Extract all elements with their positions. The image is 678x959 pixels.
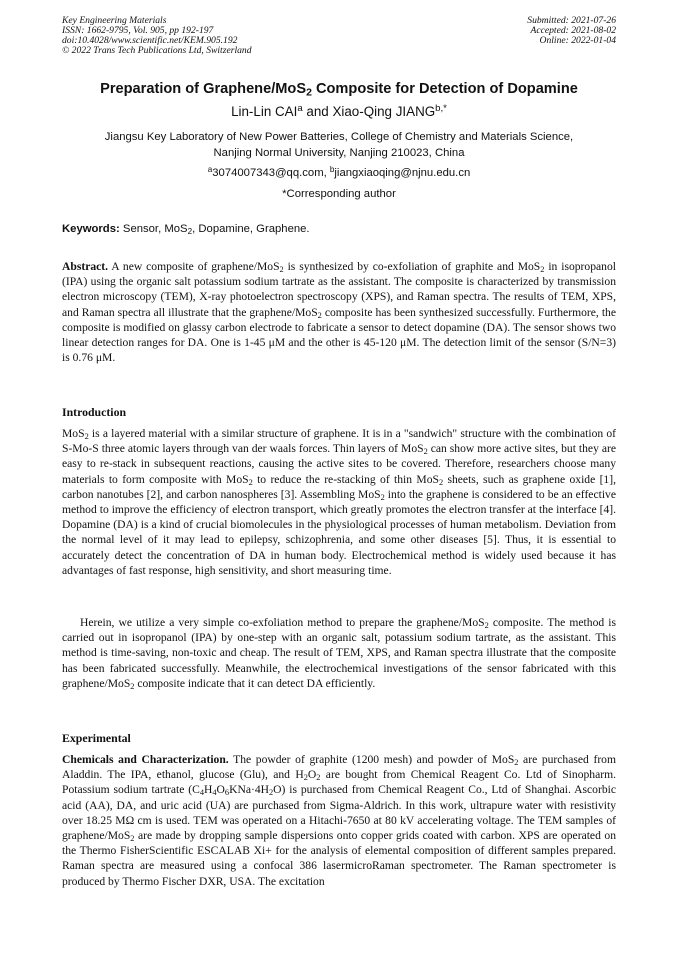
online-date: Online: 2022-01-04 [539, 35, 616, 46]
journal-copyright: © 2022 Trans Tech Publications Ltd, Switzerland [62, 45, 252, 56]
journal-name: Key Engineering Materials [62, 15, 167, 26]
abstract-label: Abstract. [62, 260, 109, 273]
journal-info [62, 16, 252, 56]
author-emails: $^a$3074007343@qq.com, $^b$jiangxiaoqing@njnu.edu.cn [207, 164, 471, 179]
paper-title: Preparation of Graphene/MoS$_2$ Composite for Detection of Dopamine [100, 81, 578, 99]
author-cai: Lin-Lin CAI [231, 104, 298, 119]
abstract-paragraph: Abstract. A new composite of graphene/MoS$_2$ is synthesized by co-exfoliation of graphite and MoS$_2$ in isopropanol (IPA) using the organic salt potassium sodium tartrate as the assistant. The composite is characterized by transmission electron microscopy (TEM), X-ray photoelectron spectroscopy (XPS), and Raman spectra. The results of TEM, XPS, and Raman spectra all illustrate that the graphene/MoS$_2$ composite has been synthesized successfully. Furthermore, the composite is modified on glassy carbon electrode to fabricate a sensor to detect dopamine (DA). The sensor shows two linear detection ranges for DA. One is 1-45 μM and the other is 45-120 μM. The detection limit of the sensor (S/N=3) is 0.76 μM. [62, 260, 616, 365]
accepted-date: Accepted: 2021-08-02 [530, 25, 616, 36]
authors: Lin-Lin CAI$^a$ and Xiao-Qing $JIANG^{b,*}$ [231, 103, 447, 119]
introduction-paragraph-2: Herein, we utilize a very simple co-exfoliation method to prepare the graphene/MoS$_2$ composite. The method is carried out in isopropanol (IPA) by one-step with an organic salt, potassium sodium tartrate, as the assistant. This method is time-saving, non-toxic and cheap. The result of TEM, XPS, and Raman spectra illustrate that the composite has been fabricated successfully. Meanwhile, the electrochemical investigations of the sensor fabricated with this graphene/MoS$_2$ composite indicate that it can detect DA efficiently. [62, 616, 616, 691]
article-dates [527, 16, 616, 46]
experimental-paragraph: Chemicals and Characterization. The powder of graphite (1200 mesh) and powder of MoS$_2$ are purchased from Aladdin. The IPA, ethanol, glucose (Glu), and $H_2O_2$ are bought from Chemical Reagent Co. Ltd of Sinopharm. Potassium sodium tartrate $(C_4H_4O_6KNa\cdot 4H_2O)$ is purchased from Chemical Reagent Co., Ltd of Shanghai. Ascorbic acid (AA), DA, and uric acid (UA) are purchased from Sigma-Aldrich. In this work, ultrapure water with resistivity over 18.25 MΩ cm is used. TEM was operated on a Hitachi-7650 at 80 kV accelerating voltage. The TEM samples of graphene/MoS$_2$ are made by dropping sample dispersions onto copper grids coated with carbon. XPS are operated on the Thermo FisherScientific ESCALAB Xi+ for the analysis of elemental composition of different samples prepared. Raman spectra are measured using a confocal 386 lasermicroRaman spectrometer. The Raman spectrometer is produced by Thermo Fischer DXR, USA. The excitation [62, 753, 617, 888]
keywords-label: Keywords: [62, 223, 120, 235]
author-jiang: and Xiao-Qing JIANG [302, 104, 436, 119]
introduction-heading: Introduction [62, 405, 127, 419]
submitted-date: Submitted: 2021-07-26 [527, 15, 616, 26]
introduction-paragraph-1: MoS$_2$ is a layered material with a similar structure of graphene. It is in a "sandwich" structure with the combination of S-Mo-S three atomic layers through van der waals forces. Thin layers of MoS$_2$ can show more active sites, but they are easy to re-stack in subsequent reactions, causing the active sites to be covered. Therefore, researchers choose many materials to form composite with MoS$_2$ to reduce the re-stacking of thin MoS$_2$ sheets, such as graphene oxide [1], carbon nanotubes [2], and carbon nanospheres [3]. Assembling MoS$_2$ into the graphene is considered to be an effective method to improve the efficiency of electron transport, which greatly promotes the electron transfer at the interface [4]. Dopamine (DA) is a kind of crucial biomolecules in the physiological processes of human metabolism. Deviation from the normal level of it may lead to epilepsy, schizophrenia, and some other diseases [5]. Thus, it is essential to accurately detect the concentration of DA in human body. Electrochemical method is widely used because it has advantages of fast response, high sensitivity, and short measuring time. [62, 427, 616, 577]
affiliation: Jiangsu Key Laboratory of New Power Batteries, College of Chemistry and Materials Science, Nanjing Normal University, Nanjing 210023, China [104, 131, 574, 159]
journal-issn: ISSN: 1662-9795, Vol. 905, pp 192-197 [62, 25, 214, 36]
journal-doi: doi:10.4028/www.scientific.net/KEM.905.192 [62, 35, 238, 46]
chemicals-subheading: Chemicals and Characterization. [62, 753, 229, 766]
keywords: Keywords: Sensor, MoS$_2$, Dopamine, Graphene. [62, 223, 310, 237]
experimental-heading: Experimental [62, 731, 131, 745]
corresponding-author-note: *Corresponding author [282, 188, 396, 200]
